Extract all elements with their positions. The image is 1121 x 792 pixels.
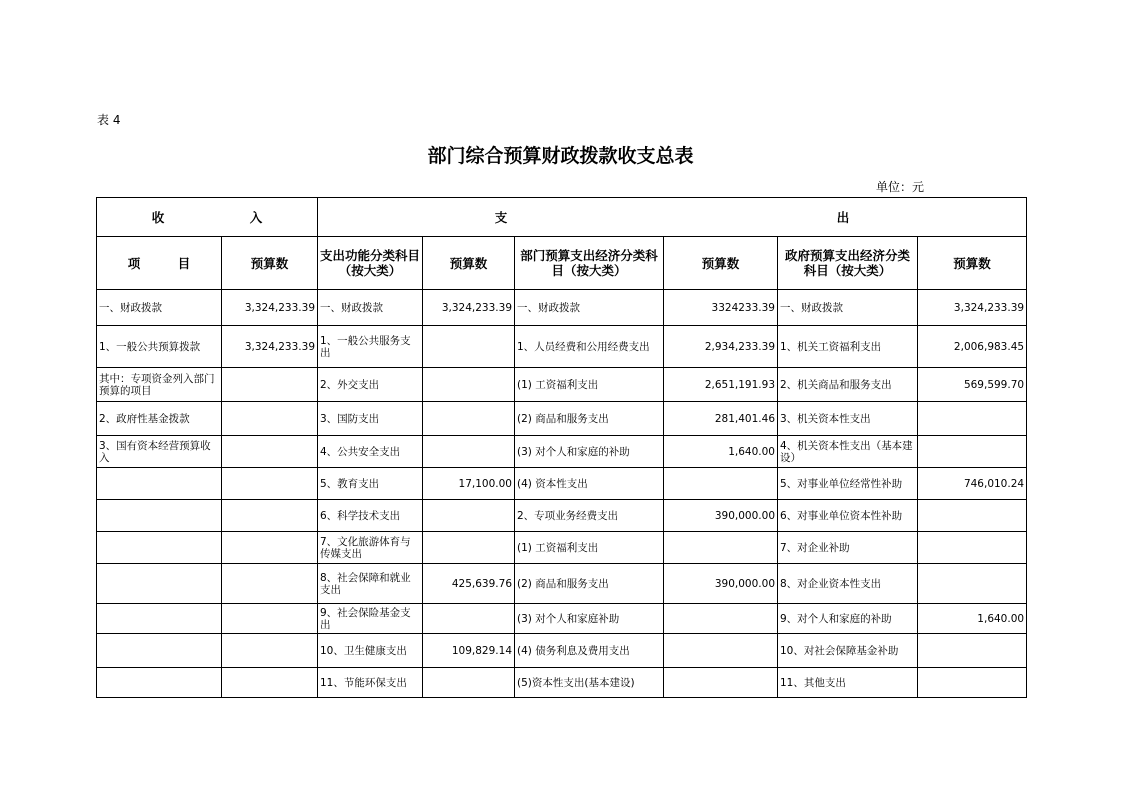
table-cell	[423, 532, 515, 564]
budget-header: 预算数	[222, 237, 318, 290]
table-cell: (2) 商品和服务支出	[515, 402, 664, 436]
table-number: 表 4	[97, 113, 121, 127]
table-cell	[918, 532, 1027, 564]
budget-header: 预算数	[664, 237, 778, 290]
table-cell	[423, 368, 515, 402]
item-header: 项 目	[97, 237, 222, 290]
table-row	[97, 564, 1027, 604]
table-cell: 1,640.00	[664, 436, 778, 468]
table-cell	[97, 468, 222, 500]
table-cell	[918, 500, 1027, 532]
table-cell: 746,010.24	[918, 468, 1027, 500]
table-cell: 281,401.46	[664, 402, 778, 436]
table-cell: 一、财政拨款	[97, 290, 222, 326]
table-cell	[222, 468, 318, 500]
table-cell	[423, 668, 515, 698]
table-cell: 2,651,191.93	[664, 368, 778, 402]
table-cell: 10、对社会保障基金补助	[778, 634, 918, 668]
table-cell	[664, 532, 778, 564]
table-cell	[423, 436, 515, 468]
table-cell: 4、机关资本性支出（基本建设）	[778, 436, 918, 468]
table-cell: (4) 资本性支出	[515, 468, 664, 500]
table-cell: 3,324,233.39	[918, 290, 1027, 326]
unit-label: 单位：元	[876, 180, 925, 194]
table-cell	[918, 436, 1027, 468]
table-cell: 3,324,233.39	[222, 326, 318, 368]
expense-header: 支 出	[318, 198, 1027, 237]
func-class-header: 支出功能分类科目（按大类）	[318, 237, 423, 290]
page-title: 部门综合预算财政拨款收支总表	[427, 145, 694, 167]
table-cell	[222, 500, 318, 532]
table-cell	[222, 604, 318, 634]
table-cell: 2,006,983.45	[918, 326, 1027, 368]
table-cell: 一、财政拨款	[515, 290, 664, 326]
table-cell: 3,324,233.39	[423, 290, 515, 326]
table-cell: 2、外交支出	[318, 368, 423, 402]
table-cell	[222, 436, 318, 468]
table-cell	[423, 500, 515, 532]
table-cell: (2) 商品和服务支出	[515, 564, 664, 604]
table-row	[97, 668, 1027, 698]
table-cell	[918, 564, 1027, 604]
table-cell	[222, 532, 318, 564]
table-cell	[423, 604, 515, 634]
table-cell: 2、政府性基金拨款	[97, 402, 222, 436]
table-cell: 7、文化旅游体育与传媒支出	[318, 532, 423, 564]
table-cell	[97, 500, 222, 532]
table-row	[97, 468, 1027, 500]
table-cell: 一、财政拨款	[778, 290, 918, 326]
table-cell	[222, 564, 318, 604]
table-cell: 5、教育支出	[318, 468, 423, 500]
table-cell: 7、对企业补助	[778, 532, 918, 564]
table-cell: 5、对事业单位经常性补助	[778, 468, 918, 500]
table-cell	[97, 604, 222, 634]
table-cell: 3,324,233.39	[222, 290, 318, 326]
table-cell: 11、其他支出	[778, 668, 918, 698]
table-cell	[423, 326, 515, 368]
table-cell	[918, 634, 1027, 668]
table-cell: 9、社会保险基金支出	[318, 604, 423, 634]
table-cell: 3、国防支出	[318, 402, 423, 436]
gov-econ-class-header: 政府预算支出经济分类科目（按大类）	[778, 237, 918, 290]
table-cell	[423, 402, 515, 436]
budget-header: 预算数	[423, 237, 515, 290]
table-cell	[97, 668, 222, 698]
table-cell	[664, 468, 778, 500]
table-cell: 1、机关工资福利支出	[778, 326, 918, 368]
income-header: 收 入	[97, 198, 318, 237]
table-cell: 6、对事业单位资本性补助	[778, 500, 918, 532]
table-cell	[664, 668, 778, 698]
table-cell: 390,000.00	[664, 500, 778, 532]
table-cell	[97, 634, 222, 668]
table-cell	[918, 402, 1027, 436]
table-cell: 425,639.76	[423, 564, 515, 604]
table-row	[97, 436, 1027, 468]
table-cell: 11、节能环保支出	[318, 668, 423, 698]
table-cell: 3、国有资本经营预算收入	[97, 436, 222, 468]
table-cell: 2、专项业务经费支出	[515, 500, 664, 532]
table-cell: 2、机关商品和服务支出	[778, 368, 918, 402]
table-cell: 其中：专项资金列入部门预算的项目	[97, 368, 222, 402]
table-row	[97, 634, 1027, 668]
dept-econ-class-header: 部门预算支出经济分类科目（按大类）	[515, 237, 664, 290]
table-cell	[222, 402, 318, 436]
table-cell: 109,829.14	[423, 634, 515, 668]
table-cell: 一、财政拨款	[318, 290, 423, 326]
budget-table	[96, 197, 1027, 698]
table-cell	[918, 668, 1027, 698]
table-cell: 8、对企业资本性支出	[778, 564, 918, 604]
table-cell	[97, 564, 222, 604]
table-cell: 390,000.00	[664, 564, 778, 604]
table-cell: 4、公共安全支出	[318, 436, 423, 468]
table-row	[97, 326, 1027, 368]
table-cell: 1、人员经费和公用经费支出	[515, 326, 664, 368]
table-cell: 9、对个人和家庭的补助	[778, 604, 918, 634]
table-cell: 2,934,233.39	[664, 326, 778, 368]
table-cell: 569,599.70	[918, 368, 1027, 402]
table-row	[97, 532, 1027, 564]
table-cell: 17,100.00	[423, 468, 515, 500]
table-cell: (5)资本性支出(基本建设)	[515, 668, 664, 698]
table-cell: 3、机关资本性支出	[778, 402, 918, 436]
table-cell: (3) 对个人和家庭补助	[515, 604, 664, 634]
table-row	[97, 402, 1027, 436]
table-cell: (1) 工资福利支出	[515, 532, 664, 564]
table-cell: 1、一般公共预算拨款	[97, 326, 222, 368]
table-cell: (1) 工资福利支出	[515, 368, 664, 402]
table-cell	[97, 532, 222, 564]
table-row	[97, 500, 1027, 532]
table-cell	[664, 604, 778, 634]
table-cell: 10、卫生健康支出	[318, 634, 423, 668]
table-row	[97, 604, 1027, 634]
budget-header: 预算数	[918, 237, 1027, 290]
table-cell: 6、科学技术支出	[318, 500, 423, 532]
table-cell: 3324233.39	[664, 290, 778, 326]
table-cell: (3) 对个人和家庭的补助	[515, 436, 664, 468]
table-cell	[222, 668, 318, 698]
table-cell: 1、一般公共服务支出	[318, 326, 423, 368]
table-cell: 8、社会保障和就业支出	[318, 564, 423, 604]
table-cell: 1,640.00	[918, 604, 1027, 634]
table-row	[97, 368, 1027, 402]
table-cell	[222, 634, 318, 668]
table-cell	[222, 368, 318, 402]
table-cell	[664, 634, 778, 668]
table-row	[97, 290, 1027, 326]
table-cell: (4) 债务利息及费用支出	[515, 634, 664, 668]
